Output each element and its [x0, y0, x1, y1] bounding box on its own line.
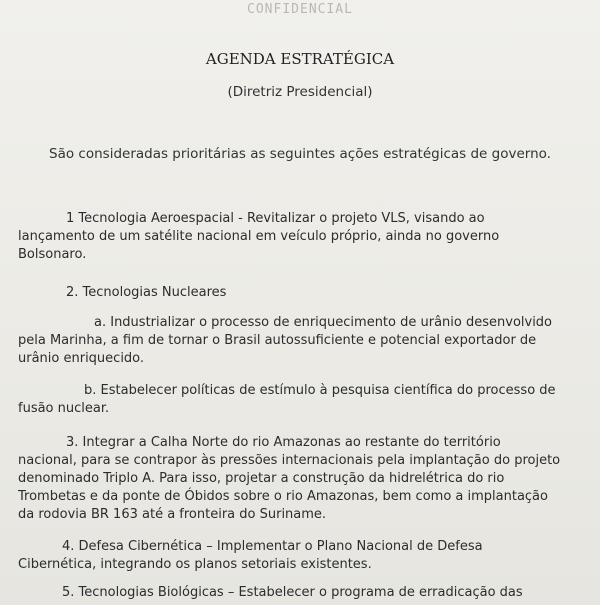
intro-text: São consideradas prioritárias as seguintes ações estratégicas de governo.	[49, 146, 551, 162]
text-line: 1 Tecnologia Aeroespacial - Revitalizar o projeto VLS, visando ao	[66, 211, 485, 226]
item-aerospace	[18, 210, 578, 264]
text-line: Trombetas e da ponte de Óbidos sobre o rio Amazonas, bem como a implantação	[18, 489, 548, 504]
item-nuclear-a	[18, 314, 578, 368]
confidential-stamp: CONFIDENCIAL	[247, 2, 353, 17]
text-line: 4. Defesa Cibernética – Implementar o Plano Nacional de Defesa	[62, 539, 483, 554]
item-cyber-defense	[18, 538, 578, 574]
item-nuclear-heading	[66, 284, 566, 302]
text-line: 5. Tecnologias Biológicas – Estabelecer o programa de erradicação das	[62, 585, 523, 600]
text-line: pela Marinha, a fim de tornar o Brasil autossuficiente e potencial exportador de	[18, 333, 537, 348]
text-line: b. Estabelecer políticas de estímulo à pesquisa científica do processo de	[84, 383, 556, 398]
text-line: lançamento de um satélite nacional em veículo próprio, ainda no governo	[18, 229, 500, 244]
item-calha-norte	[18, 434, 578, 524]
text-line: 3. Integrar a Calha Norte do rio Amazonas ao restante do território	[66, 435, 501, 450]
text-line: Cibernética, integrando os planos setoriais existentes.	[18, 557, 372, 572]
text-line: da rodovia BR 163 até a fronteira do Suriname.	[18, 507, 327, 522]
text-line: fusão nuclear.	[18, 401, 110, 416]
document-title: AGENDA ESTRATÉGICA	[205, 50, 395, 68]
item-biological	[18, 584, 578, 602]
text-line: Bolsonaro.	[18, 247, 87, 262]
text-line: denominado Triplo A. Para isso, projetar a construção da hidrelétrica do rio	[18, 471, 505, 486]
document-subtitle: (Diretriz Presidencial)	[227, 84, 373, 100]
item-nuclear-b	[18, 382, 578, 418]
text-line: a. Industrializar o processo de enriquecimento de urânio desenvolvido	[94, 315, 553, 330]
text-line: urânio enriquecido.	[18, 351, 145, 366]
text-line: nacional, para se contrapor às pressões internacionais pela implantação do projeto	[18, 453, 561, 468]
text-line: 2. Tecnologias Nucleares	[66, 285, 227, 300]
